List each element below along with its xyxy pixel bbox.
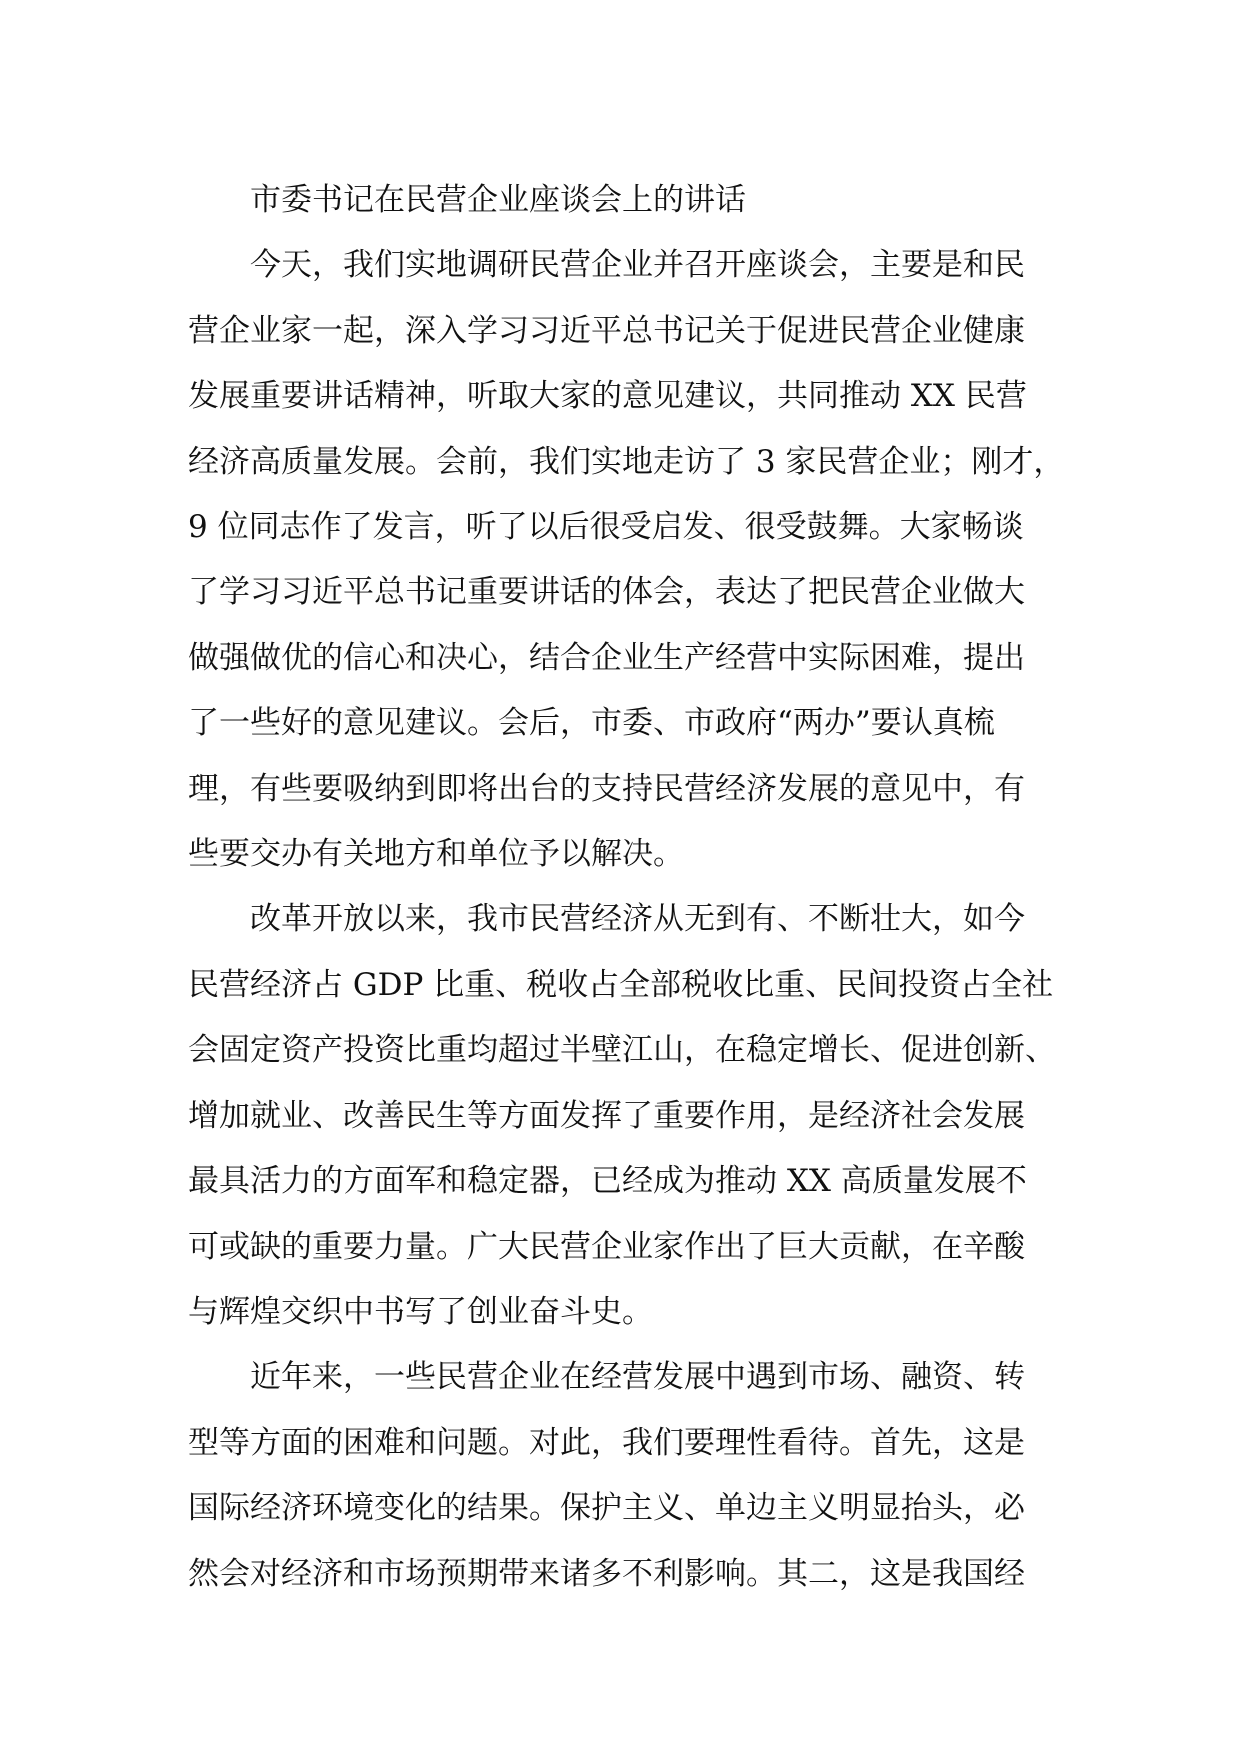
paragraph-3 (188, 1345, 1068, 1607)
paragraph-line: 近年来，一些民营企业在经营发展中遇到市场、融资、转 (250, 1359, 1025, 1396)
paragraph-line: 了学习习近平总书记重要讲话的体会，表达了把民营企业做大 (188, 574, 1025, 611)
paragraph-line: 民营经济占 GDP 比重、税收占全部税收比重、民间投资占全社 (188, 966, 1054, 1003)
paragraph-line: 与辉煌交织中书写了创业奋斗史。 (188, 1293, 653, 1330)
paragraph-line: 9 位同志作了发言，听了以后很受启发、很受鼓舞。大家畅谈 (188, 509, 1024, 546)
paragraph-line: 国际经济环境变化的结果。保护主义、单边主义明显抬头，必 (188, 1490, 1025, 1527)
paragraph-line: 型等方面的困难和问题。对此，我们要理性看待。首先，这是 (188, 1424, 1025, 1461)
paragraph-line: 会固定资产投资比重均超过半壁江山，在稳定增长、促进创新、 (188, 1032, 1056, 1069)
document-page (188, 168, 1068, 1607)
paragraph-line: 营企业家一起，深入学习习近平总书记关于促进民营企业健康 (188, 312, 1025, 349)
paragraph-1 (188, 233, 1068, 887)
paragraph-line: 些要交办有关地方和单位予以解决。 (188, 836, 684, 873)
paragraph-line: 改革开放以来，我市民营经济从无到有、不断壮大，如今 (250, 901, 1025, 938)
paragraph-line: 理，有些要吸纳到即将出台的支持民营经济发展的意见中，有 (188, 770, 1025, 807)
paragraph-line: 做强做优的信心和决心，结合企业生产经营中实际困难，提出 (188, 639, 1025, 676)
paragraph-line: 了一些好的意见建议。会后，市委、市政府“两办”要认真梳 (188, 705, 995, 742)
paragraph-line: 今天，我们实地调研民营企业并召开座谈会，主要是和民 (250, 247, 1025, 284)
document-title: 市委书记在民营企业座谈会上的讲话 (250, 182, 746, 218)
paragraph-line: 然会对经济和市场预期带来诸多不利影响。其二，这是我国经 (188, 1555, 1025, 1592)
paragraph-2 (188, 887, 1068, 1345)
paragraph-line: 最具活力的方面军和稳定器，已经成为推动 XX 高质量发展不 (188, 1163, 1027, 1200)
paragraph-line: 发展重要讲话精神，听取大家的意见建议，共同推动 XX 民营 (188, 378, 1027, 415)
paragraph-line: 增加就业、改善民生等方面发挥了重要作用，是经济社会发展 (188, 1097, 1025, 1134)
paragraph-line: 可或缺的重要力量。广大民营企业家作出了巨大贡献，在辛酸 (188, 1228, 1025, 1265)
paragraph-line: 经济高质量发展。会前，我们实地走访了 3 家民营企业；刚才， (188, 443, 1065, 480)
